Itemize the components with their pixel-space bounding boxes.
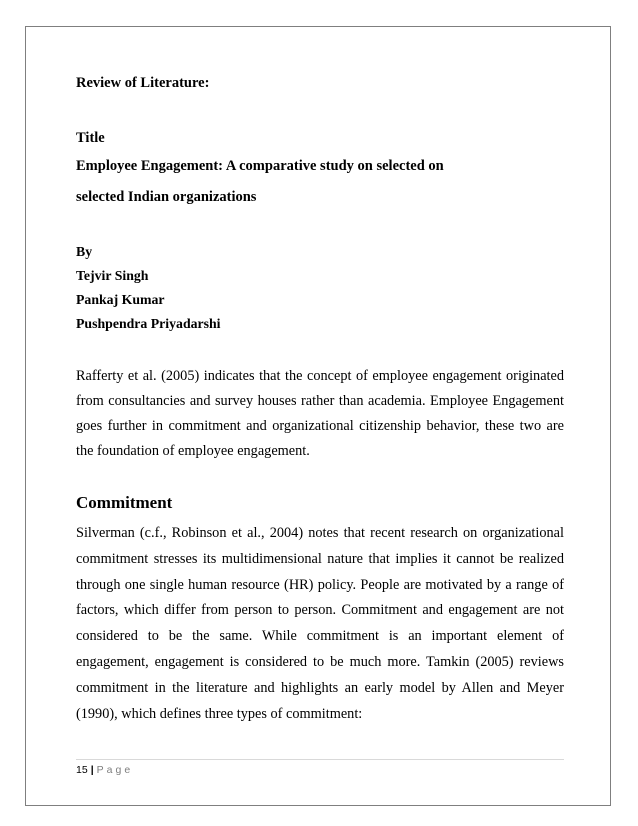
title-line-1: Employee Engagement: A comparative study on selected on [76, 158, 444, 174]
document-body [76, 70, 564, 727]
page-footer [76, 762, 133, 778]
author-1: Tejvir Singh [76, 268, 149, 283]
footer-divider [76, 759, 564, 760]
title-label: Title [76, 130, 105, 146]
by-label: By [76, 244, 93, 259]
title-line-2: selected Indian organizations [76, 189, 257, 205]
page-number: 15 [76, 764, 88, 776]
page-label: Page [96, 764, 134, 776]
author-2: Pankaj Kumar [76, 292, 165, 307]
footer-separator: | [90, 764, 94, 776]
paragraph-commitment: Silverman (c.f., Robinson et al., 2004) notes that recent research on organizational commitment stresses its multidimensional nature that implies it cannot be realized through one single human resource (HR) policy. People are motivated by a range of factors, which differ from person to person. Commitment and engagement are not considered to be the same. While commitment is an important element of engagement, engagement is considered to be much more. Tamkin (2005) reviews commitment in the literature and highlights an early model by Allen and Meyer (1990), which defines three types of commitment: [76, 525, 564, 722]
commitment-heading: Commitment [76, 493, 173, 512]
author-block [76, 240, 564, 336]
paragraph-rafferty: Rafferty et al. (2005) indicates that the concept of employee engagement originated from consultancies and survey houses rather than academia. Employee Engagement goes further in commitment and organizational citizenship behavior, these two are the foundation of employee engagement. [76, 368, 564, 459]
section-heading: Review of Literature: [76, 75, 210, 91]
author-3: Pushpendra Priyadarshi [76, 316, 221, 331]
